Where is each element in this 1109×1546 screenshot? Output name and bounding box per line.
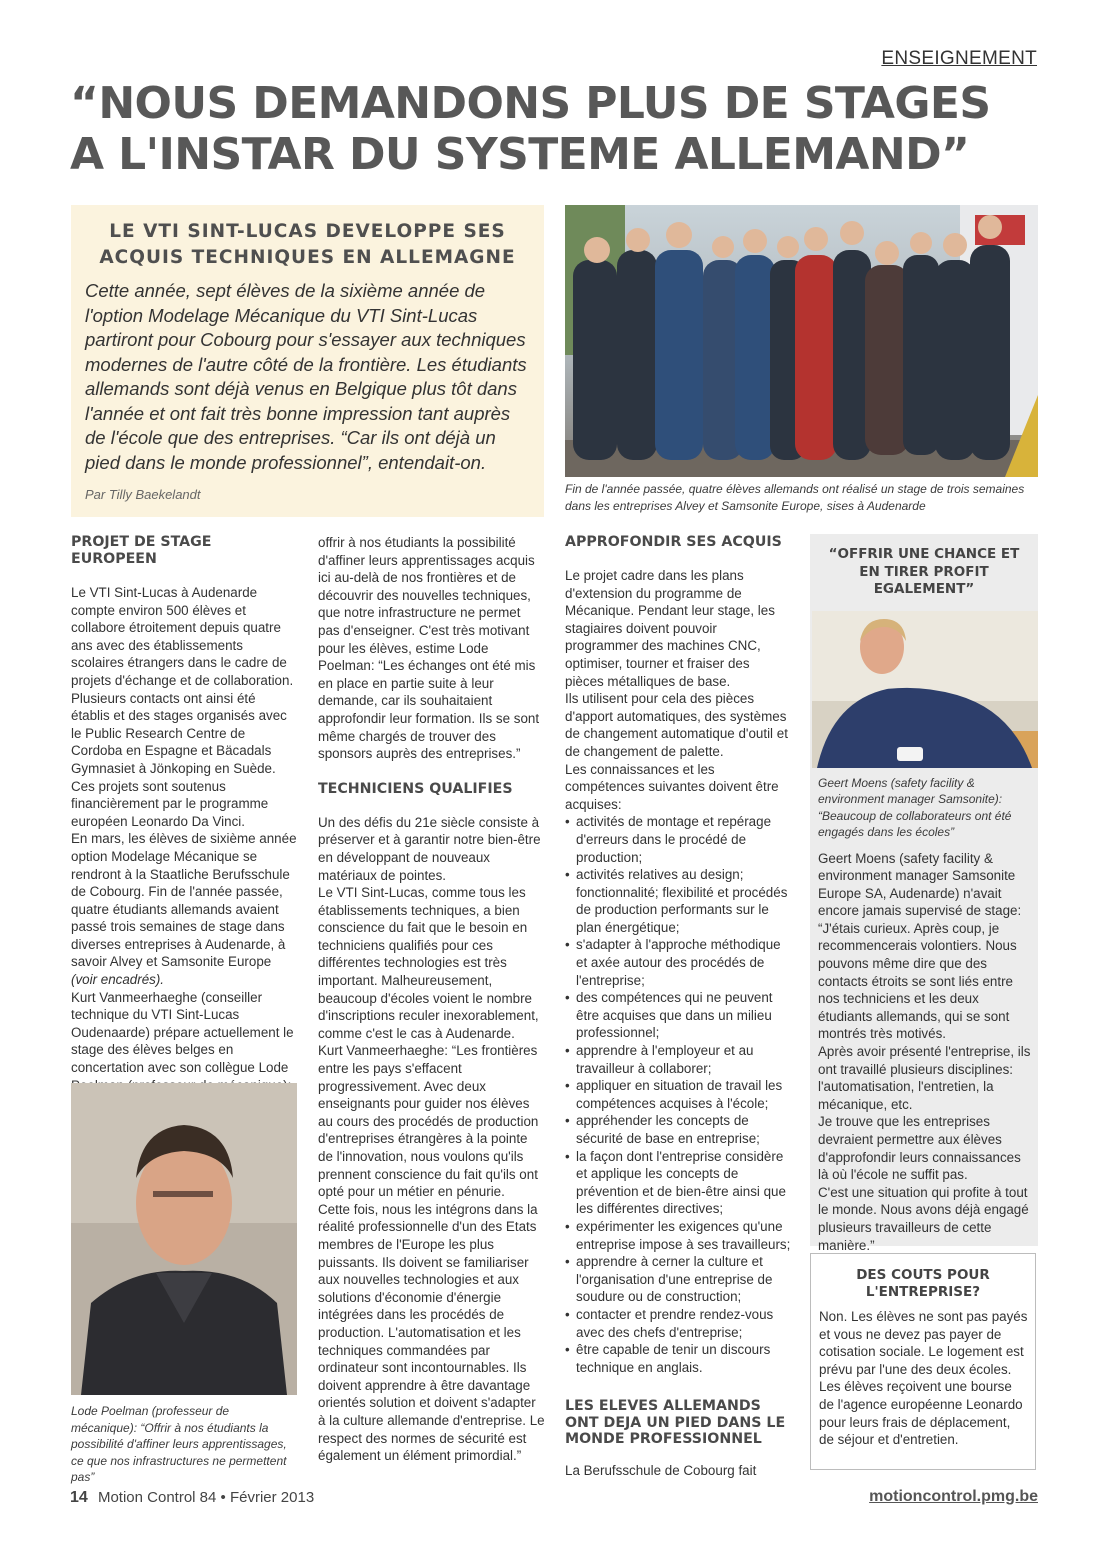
list-item: • s'adapter à l'approche méthodique et axée autour des procédés de l'entreprise; — [565, 936, 791, 989]
col2-paragraph-5: Cette fois, nous les intégrons dans la réalité professionnelle d'un des Etats membres de l'Europe les plus puissants. Ils doivent se familiariser aux nouvelles technologies et aux solutions d'économie d'énergie intégrées dans les procédés de production. L'automatisation et les techniques commandées par ordinateur sont incontournables. Ils doivent apprendre à être davantage orientés solution et doivent s'adapter à la culture allemande d'entreprise. Le respect des normes de sécurité est également un élément primordial.” — [318, 1201, 545, 1464]
col3-paragraph-2: Ils utilisent pour cela des pièces d'apport automatiques, des systèmes de changement automatique d'outil et de changement de palette. — [565, 691, 788, 759]
column-2 — [318, 534, 545, 1465]
col3-heading-2: LES ELEVES ALLEMANDS ONT DEJA UN PIED DANS LE MONDE PROFESSIONNEL — [565, 1398, 786, 1448]
intro-lead: Cette année, sept élèves de la sixième année de l'option Modelage Mécanique du VTI Sint-Lucas partiront pour Cobourg pour s'essayer aux techniques modernes de l'autre côté de la frontière. Les étudiants allemands sont déjà venus en Belgique plus tôt dans l'année et ont fait très bonne impression tant auprès de l'école que des entreprises. “Car ils ont déjà un pied dans le monde professionnel”, entendait-on. — [85, 280, 527, 473]
list-item: • appliquer en situation de travail les compétences acquises à l'école; — [565, 1077, 791, 1112]
costs-box-text: Non. Les élèves ne sont pas payés et vous ne devez pas payer de cotisation sociale. Le logement est prévu par l'une des deux écoles. Les élèves reçoivent une bourse de l'agence européenne Leonardo pour leurs frais de déplacement, de séjour et d'entretien. — [819, 1309, 1028, 1448]
group-photo — [565, 205, 1038, 477]
list-item: • apprendre à l'employeur et au travailleur à collaborer; — [565, 1042, 791, 1077]
col3-paragraph-3: Les connaissances et les compétences suivantes doivent être acquises: — [565, 761, 779, 812]
sidebar-paragraph-3: Je trouve que les entreprises devraient permettre aux élèves d'approfondir leurs connaissances là où l'école ne suffit pas. — [818, 1114, 1021, 1183]
list-item: • des compétences qui ne peuvent être acquises que dans un milieu professionnel; — [565, 989, 791, 1042]
col3-paragraph-4: La Berufsschule de Cobourg fait — [565, 1462, 757, 1478]
list-item: • être capable de tenir un discours technique en anglais. — [565, 1341, 791, 1376]
list-item: • activités de montage et repérage d'erreurs dans le procédé de production; — [565, 813, 791, 866]
col2-paragraph-4: Kurt Vanmeerhaeghe: “Les frontières entre les pays s'effacent progressivement. Avec deux enseignants pour guider nos élèves au cours des procédés de production d'entreprises étrangères à la pointe de l'innovation, nous voulons qu'ils prennent conscience du fait qu'ils ont opté pour un métier en pénurie. — [318, 1043, 539, 1200]
sidebar-paragraph-4: C'est une situation qui profite à tout le monde. Nous avons déjà engagé plusieurs travailleurs de cette manière.” — [818, 1184, 1029, 1253]
col1-paragraph-3: Kurt Vanmeerhaeghe (conseiller technique du VTI Sint-Lucas Oudenaarde) prépare actuellement le stage des élèves belges en concertation avec son collègue Lode — [71, 989, 294, 1076]
list-item: • activités relatives au design; fonctionnalité; flexibilité et procédés de production performants sur le plan énergétique; — [565, 866, 791, 936]
col1-paragraph-2-italic: (voir encadrés). — [71, 972, 165, 988]
page-number: 14 — [70, 1489, 88, 1506]
list-item: • apprendre à cerner la culture et l'organisation d'une entreprise de soudure ou de construction; — [565, 1253, 791, 1306]
portrait-geert-moens-caption: Geert Moens (safety facility & environment manager Samsonite): “Beaucoup de collaborateurs ont été engagés dans les écoles” — [818, 775, 1012, 839]
section-tag: ENSEIGNEMENT — [881, 48, 1037, 69]
col1-paragraph-1: Le VTI Sint-Lucas à Audenarde compte environ 500 élèves et collabore étroitement depuis quatre ans avec des établissements scolaires étrangers dans le cadre de projets d'échange et de collaboration. Plusieurs contacts ont ainsi été établis et des stages organisés avec le Public Research Centre de Cordoba en Espagne et Bäcadals Gymnasiet à Jönkoping en Suède. Ces projets sont soutenus financièrement par le programme européen Leonardo Da Vinci. — [71, 585, 294, 829]
headline-line2: A L'INSTAR DU SYSTEME ALLEMAND” — [70, 129, 970, 180]
page-footer — [70, 1489, 314, 1507]
intro-title-line1: LE VTI SINT-LUCAS DEVELOPPE SES — [109, 221, 506, 242]
byline: Par Tilly Baekelandt — [85, 487, 201, 502]
list-item: • appréhender les concepts de sécurité de base en entreprise; — [565, 1112, 791, 1147]
col2-paragraph-3: Le VTI Sint-Lucas, comme tous les établissements techniques, a bien conscience du fait que le besoin en techniciens qualifiés pour ces différentes technologies est très important. Malheureusement, beaucoup d'écoles voient le nombre d'inscriptions reculer inexorablement, comme c'est le cas à Audenarde. — [318, 885, 539, 1041]
sidebar-paragraph-2: Après avoir présenté l'entreprise, ils ont travaillé plusieurs disciplines: l'automatisation, l'entretien, la mécanique, etc. — [818, 1044, 1031, 1112]
portrait-geert-moens — [812, 611, 1038, 768]
group-photo-caption: Fin de l'année passée, quatre élèves allemands ont réalisé un stage de trois semaines dans les entreprises Alvey et Samsonite Europe, sises à Audenarde — [565, 482, 1025, 513]
website-link[interactable]: motioncontrol.pmg.be — [869, 1488, 1038, 1505]
col2-paragraph-1: offrir à nos étudiants la possibilité d'affiner leurs apprentissages acquis ici au-delà de nos frontières et de découvrir des nouvelles techniques, que notre infrastructure ne permet pas d'enseigner. C'est très motivant pour les élèves, estime Lode Poelman: “Les échanges ont été mis en place en partie suite à leur demande, car ils souhaitaient approfondir leur formation. Ils se sont même chargés de trouver des sponsors auprès des entreprises.” — [318, 535, 540, 762]
competence-list — [565, 813, 791, 1376]
portrait-lode-poelman — [71, 1083, 297, 1395]
col2-heading: TECHNICIENS QUALIFIES — [318, 780, 513, 797]
col1-paragraph-2-text: En mars, les élèves de sixième année option Modelage Mécanique se rendront à la Staatliche Berufsschule de Cobourg. Fin de l'année passée, quatre étudiants allemands avaient passé trois semaines de stage dans diverses entreprises à Audenarde, à savoir Alvey et Samsonite Europe — [71, 831, 297, 970]
portrait-lode-poelman-caption: Lode Poelman (professeur de mécanique): “Offrir à nos étudiants la possibilité d'affiner leurs apprentissages, ce que nos infrastructures ne permettent pas” — [71, 1404, 287, 1484]
costs-box-title: DES COUTS POUR L'ENTREPRISE? — [856, 1267, 990, 1300]
col3-heading: APPROFONDIR SES ACQUIS — [565, 534, 782, 550]
list-item: • la façon dont l'entreprise considère et applique les concepts de prévention et de bien-être ainsi que les différentes directives; — [565, 1148, 791, 1218]
list-item: • expérimenter les exigences qu'une entreprise impose à ses travailleurs; — [565, 1218, 791, 1253]
list-item: • contacter et prendre rendez-vous avec des chefs d'entreprise; — [565, 1306, 791, 1341]
headline — [70, 78, 1050, 180]
col2-paragraph-2: Un des défis du 21e siècle consiste à préserver et à garantir notre bien-être en développant de nouveaux matériaux de pointes. — [318, 814, 541, 883]
col3-paragraph-1: Le projet cadre dans les plans d'extension du programme de Mécanique. Pendant leur stage, les stagiaires doivent pouvoir programmer des machines CNC, optimiser, tourner et fraiser des pièces métalliques de base. — [565, 568, 775, 689]
column-1 — [71, 534, 298, 1112]
intro-box — [71, 205, 544, 517]
sidebar-interview-text — [818, 850, 1032, 1255]
headline-line1: “NOUS DEMANDONS PLUS DE STAGES — [70, 78, 991, 129]
sidebar-paragraph-1: Geert Moens (safety facility & environment manager Samsonite Europe SA, Audenarde) n'avait encore jamais supervisé de stage: “J'étais curieux. Après coup, je recommencerais volontiers. Nous pouvons même dire que des contacts étroits se sont liés entre nos techniciens et les deux étudiants allemands, qui se sont montrés très motivés. — [818, 850, 1022, 1042]
intro-title — [85, 219, 530, 271]
sidebar-interview — [810, 534, 1038, 1253]
sidebar-interview-title: “OFFRIR UNE CHANCE ET EN TIRER PROFIT EGALEMENT” — [828, 546, 1020, 597]
issue-info: Motion Control 84 • Février 2013 — [97, 1489, 315, 1506]
col1-paragraph-2 — [71, 830, 298, 988]
column-3 — [565, 534, 791, 1479]
intro-title-line2: ACQUIS TECHNIQUES EN ALLEMAGNE — [99, 247, 516, 268]
col1-heading: PROJET DE STAGE EUROPEEN — [71, 534, 212, 567]
costs-box — [810, 1253, 1036, 1470]
